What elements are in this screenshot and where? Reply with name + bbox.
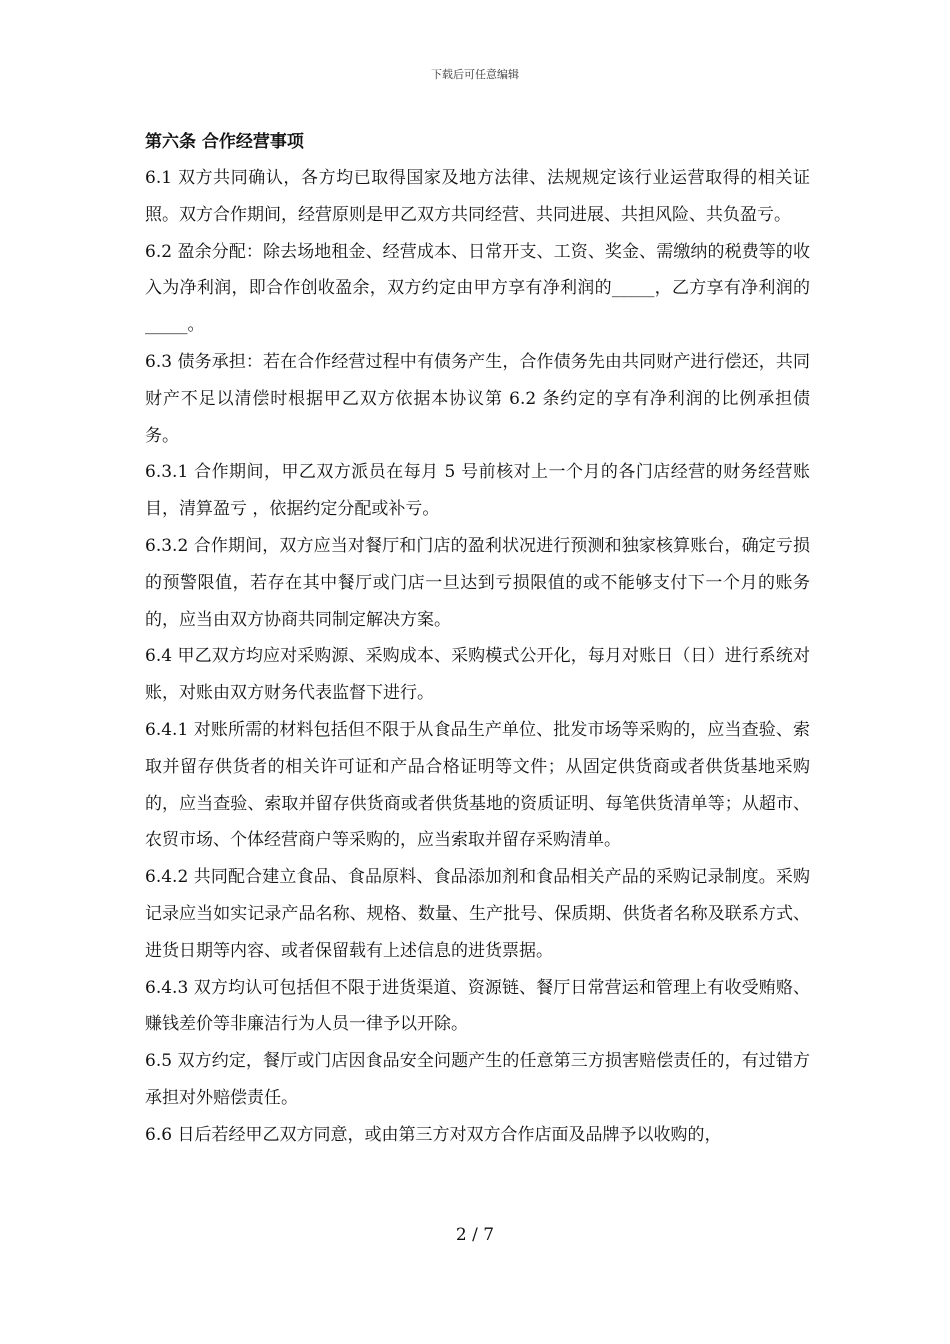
clause-6-4-3: 6.4.3 双方均认可包括但不限于进货渠道、资源链、餐厅日常营运和管理上有收受贿赂、赚钱差价等非廉洁行为人员一律予以开除。 — [145, 977, 810, 1035]
page-body — [145, 124, 810, 1154]
header-note: 下载后可任意编辑 — [431, 68, 519, 81]
clause-6-5: 6.5 双方约定，餐厅或门店因食品安全问题产生的任意第三方损害赔偿责任的，有过错方承担对外赔偿责任。 — [145, 1051, 810, 1108]
clause-6-4-2: 6.4.2 共同配合建立食品、食品原料、食品添加剂和食品相关产品的采购记录制度。采购记录应当如实记录产品名称、规格、数量、生产批号、保质期、供货者名称及联系方式、进货日期等内容、或者保留载有上述信息的进货票据。 — [145, 867, 810, 961]
clause-6-6: 6.6 日后若经甲乙双方同意，或由第三方对双方合作店面及品牌予以收购的， — [145, 1124, 722, 1145]
clause-6-4-1: 6.4.1 对账所需的材料包括但不限于从食品生产单位、批发市场等采购的，应当查验、索取并留存供货者的相关许可证和产品合格证明等文件；从固定供货商或者供货基地采购的，应当查验、索取并留存供货商或者供货基地的资质证明、每笔供货清单等；从超市、农贸市场、个体经营商户等采购的，应当索取并留存采购清单。 — [145, 719, 810, 851]
clause-6-1: 6.1 双方共同确认，各方均已取得国家及地方法律、法规规定该行业运营取得的相关证照。双方合作期间，经营原则是甲乙双方共同经营、共同进展、共担风险、共负盈亏。 — [145, 168, 810, 225]
section-title: 第六条 合作经营事项 — [145, 132, 304, 152]
clause-6-3-2: 6.3.2 合作期间，双方应当对餐厅和门店的盈利状况进行预测和独家核算账台，确定亏损的预警限值，若存在其中餐厅或门店一旦达到亏损限值的或不能够支付下一个月的账务的，应当由双方协商共同制定解决方案。 — [145, 535, 810, 630]
clause-6-4: 6.4 甲乙双方均应对采购源、采购成本、采购模式公开化，每月对账日（日）进行系统对账，对账由双方财务代表监督下进行。 — [145, 646, 810, 704]
clause-6-3: 6.3 债务承担：若在合作经营过程中有债务产生，合作债务先由共同财产进行偿还，共同财产不足以清偿时根据甲乙双方依据本协议第 6.2 条约定的享有净利润的比例承担债务。 — [145, 351, 810, 446]
clause-6-3-1: 6.3.1 合作期间，甲乙双方派员在每月 5 号前核对上一个月的各门店经营的财务经营账目，清算盈亏 ，依据约定分配或补亏。 — [145, 462, 810, 520]
page-number: 2 / 7 — [455, 1225, 495, 1245]
clause-6-2: 6.2 盈余分配：除去场地租金、经营成本、日常开支、工资、奖金、需缴纳的税费等的收入为净利润，即合作创收盈余，双方约定由甲方享有净利润的_____，乙方享有净利润的_____。 — [145, 241, 810, 336]
